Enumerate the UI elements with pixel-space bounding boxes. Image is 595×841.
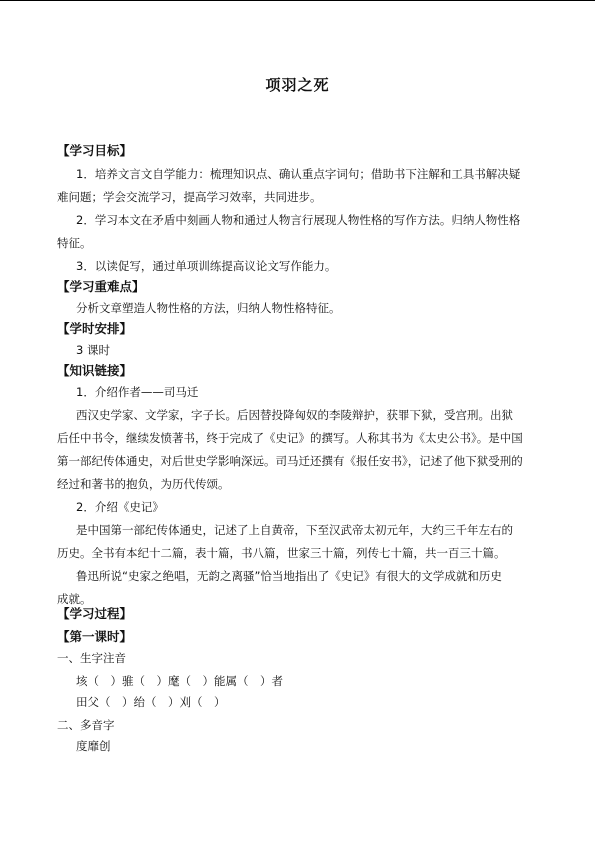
top-rule <box>0 0 595 1</box>
key-points-heading: 【学习重难点】 <box>57 279 145 294</box>
knowledge-1-title: 1．介绍作者——司马迁 <box>76 385 199 399</box>
part-2-row-1: 度靡创 <box>76 739 111 753</box>
goals-heading: 【学习目标】 <box>57 143 133 158</box>
knowledge-1-line-1: 西汉史学家、文学家，字子长。后因替投降匈奴的李陵辩护，获罪下狱，受宫刑。出狱 <box>76 408 513 422</box>
knowledge-2-title: 2．介绍《史记》 <box>76 500 164 514</box>
knowledge-2-line-4: 成就。 <box>57 592 92 606</box>
goal-1-line-2: 难问题；学会交流学习，提高学习效率，共同进步。 <box>57 190 322 204</box>
knowledge-1-line-4: 经过和著书的抱负，为历代传颂。 <box>57 477 230 491</box>
part-1-row-1: 垓（ ）骓（ ）麾（ ）能属（ ）者 <box>76 674 283 688</box>
page-title: 项羽之死 <box>265 76 330 94</box>
goal-3: 3．以读促写，通过单项训练提高议论文写作能力。 <box>76 259 337 273</box>
part-1-row-2: 田父（ ）绐（ ）刈（ ） <box>76 695 226 709</box>
knowledge-2-line-3: 鲁迅所说“史家之绝唱，无韵之离骚”恰当地指出了《史记》有很大的文学成就和历史 <box>76 569 502 583</box>
key-points-text: 分析文章塑造人物性格的方法，归纳人物性格特征。 <box>76 301 341 315</box>
time-text: 3 课时 <box>76 343 110 357</box>
time-heading: 【学时安排】 <box>57 321 133 336</box>
part-2-title: 二、多音字 <box>57 718 115 732</box>
knowledge-2-line-1: 是中国第一部纪传体通史，记述了上自黄帝，下至汉武帝太初元年，大约三千年左右的 <box>76 523 513 537</box>
lesson-1-heading: 【第一课时】 <box>57 629 133 644</box>
goal-2-line-2: 特征。 <box>57 236 92 250</box>
knowledge-heading: 【知识链接】 <box>57 363 133 378</box>
process-heading: 【学习过程】 <box>57 606 133 621</box>
goal-1-line-1: 1．培养文言文自学能力：梳理知识点、确认重点字词句；借助书下注解和工具书解决疑 <box>76 167 521 181</box>
knowledge-1-line-2: 后任中书令，继续发愤著书，终于完成了《史记》的撰写。人称其书为《太史公书》。是中国 <box>57 431 523 445</box>
knowledge-2-line-2: 历史。全书有本纪十二篇，表十篇，书八篇，世家三十篇，列传七十篇，共一百三十篇。 <box>57 546 506 560</box>
part-1-title: 一、生字注音 <box>57 651 126 665</box>
knowledge-1-line-3: 第一部纪传体通史，对后世史学影响深远。司马迁还撰有《报任安书》，记述了他下狱受刑的 <box>57 454 523 468</box>
goal-2-line-1: 2．学习本文在矛盾中刻画人物和通过人物言行展现人物性格的写作方法。归纳人物性格 <box>76 213 521 227</box>
